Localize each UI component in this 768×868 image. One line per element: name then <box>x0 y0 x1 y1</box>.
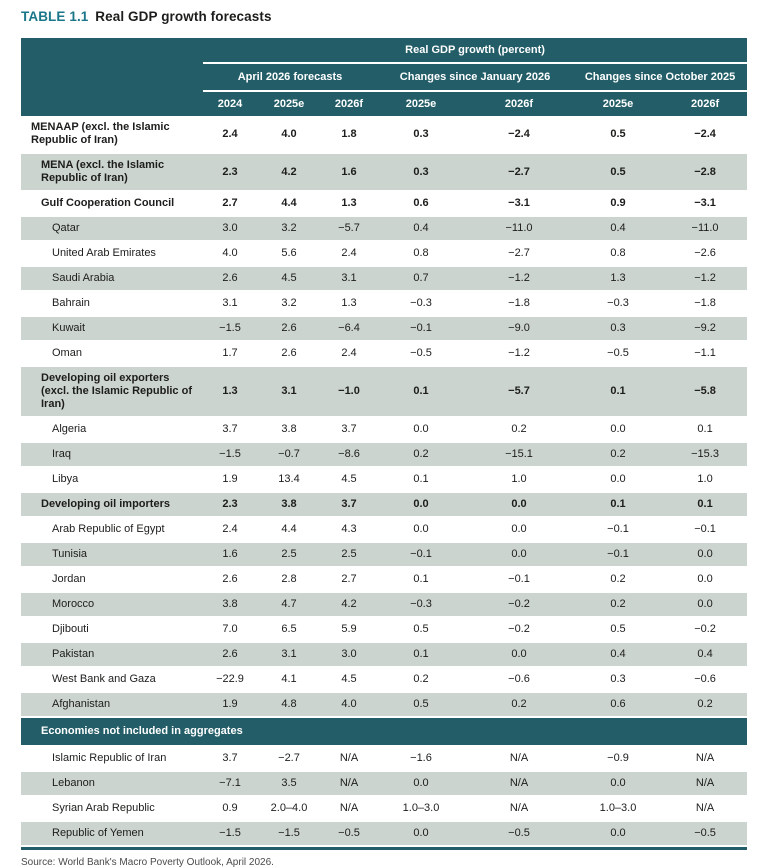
section-row <box>21 718 747 747</box>
cell-value: 4.7 <box>257 593 321 618</box>
cell-value: −1.2 <box>465 342 573 367</box>
cell-value: 0.3 <box>573 668 663 693</box>
spanner-header: Real GDP growth (percent) <box>203 38 747 64</box>
cell-value: 2.6 <box>203 568 257 593</box>
cell-value: 0.1 <box>377 468 465 493</box>
cell-value: 0.0 <box>465 643 573 668</box>
cell-value: −0.5 <box>377 342 465 367</box>
cell-value: −1.8 <box>663 292 747 317</box>
row-label: Gulf Cooperation Council <box>21 192 203 217</box>
cell-value: −0.1 <box>377 543 465 568</box>
cell-value: 3.2 <box>257 292 321 317</box>
cell-value: −1.5 <box>257 822 321 847</box>
cell-value: −7.1 <box>203 772 257 797</box>
row-label: Qatar <box>21 217 203 242</box>
cell-value: N/A <box>465 772 573 797</box>
cell-value: 0.4 <box>573 643 663 668</box>
cell-value: 0.1 <box>663 493 747 518</box>
cell-value: 0.0 <box>377 822 465 847</box>
cell-value: 0.2 <box>377 668 465 693</box>
row-label: Morocco <box>21 593 203 618</box>
row-label: Oman <box>21 342 203 367</box>
cell-value: 0.3 <box>573 317 663 342</box>
cell-value: 3.1 <box>257 367 321 418</box>
cell-value: 0.6 <box>377 192 465 217</box>
row-label: Jordan <box>21 568 203 593</box>
cell-value: 4.0 <box>257 116 321 154</box>
cell-value: 0.0 <box>377 518 465 543</box>
cell-value: −0.3 <box>573 292 663 317</box>
cell-value: −9.0 <box>465 317 573 342</box>
cell-value: 4.2 <box>257 154 321 192</box>
cell-value: 0.0 <box>465 518 573 543</box>
cell-value: 3.7 <box>203 418 257 443</box>
row-label: Iraq <box>21 443 203 468</box>
cell-value: −0.5 <box>465 822 573 847</box>
row-label: West Bank and Gaza <box>21 668 203 693</box>
cell-value: 3.8 <box>257 418 321 443</box>
cell-value: −0.3 <box>377 593 465 618</box>
table-row <box>21 267 747 292</box>
cell-value: −0.1 <box>377 317 465 342</box>
cell-value: N/A <box>663 797 747 822</box>
cell-value: 3.0 <box>203 217 257 242</box>
cell-value: 3.8 <box>257 493 321 518</box>
table-row <box>21 116 747 154</box>
cell-value: −1.0 <box>321 367 377 418</box>
row-label: Afghanistan <box>21 693 203 718</box>
cell-value: 0.4 <box>573 217 663 242</box>
cell-value: 0.0 <box>663 568 747 593</box>
cell-value: 3.7 <box>321 418 377 443</box>
group-changes-since-october-2025: Changes since October 2025 <box>573 64 747 92</box>
cell-value: 6.5 <box>257 618 321 643</box>
cell-value: 1.3 <box>573 267 663 292</box>
cell-value: −0.3 <box>377 292 465 317</box>
cell-value: 0.0 <box>663 593 747 618</box>
col-header-2025e-oct-change: 2025e <box>573 92 663 116</box>
table-row <box>21 747 747 772</box>
cell-value: −0.5 <box>321 822 377 847</box>
cell-value: 0.1 <box>573 367 663 418</box>
table-number: TABLE 1.1 <box>21 9 89 24</box>
row-label: Developing oil importers <box>21 493 203 518</box>
cell-value: −2.6 <box>663 242 747 267</box>
cell-value: 4.2 <box>321 593 377 618</box>
cell-value: −11.0 <box>663 217 747 242</box>
cell-value: 3.8 <box>203 593 257 618</box>
cell-value: 1.6 <box>203 543 257 568</box>
cell-value: −15.1 <box>465 443 573 468</box>
cell-value: 0.0 <box>465 543 573 568</box>
cell-value: 1.8 <box>321 116 377 154</box>
cell-value: 4.8 <box>257 693 321 718</box>
cell-value: −0.6 <box>663 668 747 693</box>
cell-value: 2.3 <box>203 493 257 518</box>
row-label: Kuwait <box>21 317 203 342</box>
cell-value: −0.2 <box>663 618 747 643</box>
table-header <box>21 38 747 116</box>
col-header-2025e-forecast: 2025e <box>257 92 321 116</box>
table-row <box>21 693 747 718</box>
cell-value: 4.0 <box>321 693 377 718</box>
table-row <box>21 822 747 847</box>
cell-value: −0.6 <box>465 668 573 693</box>
table-row <box>21 418 747 443</box>
cell-value: N/A <box>321 747 377 772</box>
table-row <box>21 797 747 822</box>
table-row <box>21 468 747 493</box>
cell-value: 0.5 <box>377 693 465 718</box>
group-changes-since-january-2026: Changes since January 2026 <box>377 64 573 92</box>
table-row <box>21 192 747 217</box>
cell-value: 0.1 <box>663 418 747 443</box>
cell-value: 1.0 <box>663 468 747 493</box>
cell-value: 0.5 <box>573 618 663 643</box>
section-label: Economies not included in aggregates <box>21 718 747 747</box>
col-header-2026f-forecast: 2026f <box>321 92 377 116</box>
col-header-2024: 2024 <box>203 92 257 116</box>
cell-value: −3.1 <box>465 192 573 217</box>
cell-value: 3.1 <box>321 267 377 292</box>
cell-value: 2.6 <box>203 643 257 668</box>
cell-value: 4.5 <box>321 668 377 693</box>
row-label: Republic of Yemen <box>21 822 203 847</box>
cell-value: 1.3 <box>321 292 377 317</box>
cell-value: 3.1 <box>257 643 321 668</box>
cell-value: −0.1 <box>663 518 747 543</box>
cell-value: 4.4 <box>257 192 321 217</box>
cell-value: 4.5 <box>257 267 321 292</box>
cell-value: 1.0–3.0 <box>377 797 465 822</box>
cell-value: 13.4 <box>257 468 321 493</box>
cell-value: 1.3 <box>321 192 377 217</box>
cell-value: 0.2 <box>465 418 573 443</box>
cell-value: 3.7 <box>321 493 377 518</box>
table-row <box>21 518 747 543</box>
cell-value: −0.1 <box>573 543 663 568</box>
cell-value: 0.9 <box>573 192 663 217</box>
cell-value: −0.1 <box>465 568 573 593</box>
cell-value: 0.1 <box>377 643 465 668</box>
cell-value: 2.7 <box>203 192 257 217</box>
cell-value: −0.2 <box>465 618 573 643</box>
cell-value: 0.3 <box>377 116 465 154</box>
row-label: Lebanon <box>21 772 203 797</box>
table-row <box>21 217 747 242</box>
row-label: MENAAP (excl. the Islamic Republic of Iran) <box>21 116 203 154</box>
cell-value: 2.8 <box>257 568 321 593</box>
cell-value: −1.2 <box>465 267 573 292</box>
cell-value: 0.8 <box>573 242 663 267</box>
row-label: United Arab Emirates <box>21 242 203 267</box>
cell-value: −8.6 <box>321 443 377 468</box>
row-label: Developing oil exporters (excl. the Islamic Republic of Iran) <box>21 367 203 418</box>
cell-value: 2.7 <box>321 568 377 593</box>
row-label: Djibouti <box>21 618 203 643</box>
table-row <box>21 317 747 342</box>
cell-value: −0.7 <box>257 443 321 468</box>
cell-value: −0.1 <box>573 518 663 543</box>
cell-value: 3.0 <box>321 643 377 668</box>
cell-value: 1.9 <box>203 468 257 493</box>
cell-value: −0.5 <box>573 342 663 367</box>
cell-value: 0.8 <box>377 242 465 267</box>
cell-value: 1.6 <box>321 154 377 192</box>
cell-value: 1.7 <box>203 342 257 367</box>
cell-value: 0.2 <box>573 593 663 618</box>
cell-value: 0.2 <box>663 693 747 718</box>
gdp-forecast-table <box>21 38 747 847</box>
cell-value: −1.5 <box>203 822 257 847</box>
cell-value: 2.4 <box>203 116 257 154</box>
cell-value: 0.2 <box>465 693 573 718</box>
table-row <box>21 772 747 797</box>
cell-value: 0.2 <box>573 568 663 593</box>
cell-value: −5.7 <box>465 367 573 418</box>
cell-value: −2.4 <box>663 116 747 154</box>
header-corner-cell <box>21 38 203 116</box>
cell-value: −1.6 <box>377 747 465 772</box>
cell-value: −5.7 <box>321 217 377 242</box>
cell-value: −22.9 <box>203 668 257 693</box>
row-label: Syrian Arab Republic <box>21 797 203 822</box>
cell-value: −0.2 <box>465 593 573 618</box>
cell-value: 1.9 <box>203 693 257 718</box>
cell-value: 0.4 <box>377 217 465 242</box>
cell-value: 0.0 <box>573 822 663 847</box>
cell-value: 0.9 <box>203 797 257 822</box>
cell-value: 0.0 <box>573 418 663 443</box>
cell-value: −1.2 <box>663 267 747 292</box>
cell-value: 1.0 <box>465 468 573 493</box>
row-label: Saudi Arabia <box>21 267 203 292</box>
cell-value: 2.5 <box>321 543 377 568</box>
cell-value: 0.2 <box>573 443 663 468</box>
cell-value: 1.0–3.0 <box>573 797 663 822</box>
cell-value: 2.0–4.0 <box>257 797 321 822</box>
cell-value: 0.6 <box>573 693 663 718</box>
cell-value: 0.4 <box>663 643 747 668</box>
table-row <box>21 154 747 192</box>
gdp-table-container <box>21 38 747 850</box>
table-title <box>0 0 768 24</box>
cell-value: −0.9 <box>573 747 663 772</box>
cell-value: 0.0 <box>377 772 465 797</box>
table-row <box>21 643 747 668</box>
cell-value: 4.0 <box>203 242 257 267</box>
table-row <box>21 593 747 618</box>
cell-value: −2.7 <box>465 242 573 267</box>
cell-value: 5.9 <box>321 618 377 643</box>
cell-value: N/A <box>465 747 573 772</box>
col-header-2026f-oct-change: 2026f <box>663 92 747 116</box>
cell-value: 2.6 <box>257 317 321 342</box>
cell-value: 2.3 <box>203 154 257 192</box>
cell-value: −11.0 <box>465 217 573 242</box>
cell-value: −5.8 <box>663 367 747 418</box>
cell-value: 4.1 <box>257 668 321 693</box>
cell-value: 2.4 <box>321 242 377 267</box>
cell-value: −2.4 <box>465 116 573 154</box>
table-row <box>21 493 747 518</box>
cell-value: −1.1 <box>663 342 747 367</box>
col-header-2026f-jan-change: 2026f <box>465 92 573 116</box>
table-row <box>21 242 747 267</box>
cell-value: −0.5 <box>663 822 747 847</box>
cell-value: −15.3 <box>663 443 747 468</box>
cell-value: 0.0 <box>377 418 465 443</box>
cell-value: 0.5 <box>377 618 465 643</box>
cell-value: N/A <box>663 772 747 797</box>
cell-value: 4.5 <box>321 468 377 493</box>
cell-value: −2.7 <box>465 154 573 192</box>
cell-value: 2.6 <box>203 267 257 292</box>
cell-value: −6.4 <box>321 317 377 342</box>
row-label: Tunisia <box>21 543 203 568</box>
cell-value: N/A <box>663 747 747 772</box>
cell-value: 0.1 <box>377 367 465 418</box>
cell-value: −1.5 <box>203 317 257 342</box>
cell-value: 7.0 <box>203 618 257 643</box>
cell-value: 3.5 <box>257 772 321 797</box>
cell-value: 0.0 <box>663 543 747 568</box>
col-header-2025e-jan-change: 2025e <box>377 92 465 116</box>
cell-value: 0.5 <box>573 116 663 154</box>
cell-value: 3.7 <box>203 747 257 772</box>
cell-value: 5.6 <box>257 242 321 267</box>
cell-value: 0.0 <box>377 493 465 518</box>
table-row <box>21 367 747 418</box>
cell-value: −1.5 <box>203 443 257 468</box>
cell-value: 0.0 <box>465 493 573 518</box>
cell-value: −2.7 <box>257 747 321 772</box>
cell-value: 3.1 <box>203 292 257 317</box>
cell-value: N/A <box>321 772 377 797</box>
table-row <box>21 543 747 568</box>
cell-value: N/A <box>321 797 377 822</box>
cell-value: 0.0 <box>573 468 663 493</box>
cell-value: N/A <box>465 797 573 822</box>
table-caption: Real GDP growth forecasts <box>95 9 272 24</box>
cell-value: 0.3 <box>377 154 465 192</box>
table-row <box>21 443 747 468</box>
cell-value: 2.4 <box>203 518 257 543</box>
row-label: Libya <box>21 468 203 493</box>
cell-value: 0.7 <box>377 267 465 292</box>
cell-value: 0.1 <box>573 493 663 518</box>
row-label: Pakistan <box>21 643 203 668</box>
table-row <box>21 668 747 693</box>
cell-value: 2.4 <box>321 342 377 367</box>
row-label: Algeria <box>21 418 203 443</box>
cell-value: 4.4 <box>257 518 321 543</box>
cell-value: 0.2 <box>377 443 465 468</box>
cell-value: 2.5 <box>257 543 321 568</box>
cell-value: −9.2 <box>663 317 747 342</box>
row-label: Islamic Republic of Iran <box>21 747 203 772</box>
group-april-2026-forecasts: April 2026 forecasts <box>203 64 377 92</box>
cell-value: 3.2 <box>257 217 321 242</box>
spanner-row <box>21 38 747 64</box>
cell-value: −3.1 <box>663 192 747 217</box>
table-row <box>21 292 747 317</box>
table-row <box>21 618 747 643</box>
row-label: Arab Republic of Egypt <box>21 518 203 543</box>
cell-value: 1.3 <box>203 367 257 418</box>
cell-value: −2.8 <box>663 154 747 192</box>
row-label: MENA (excl. the Islamic Republic of Iran) <box>21 154 203 192</box>
table-row <box>21 342 747 367</box>
cell-value: 0.0 <box>573 772 663 797</box>
source-note: Source: World Bank's Macro Poverty Outlook, April 2026. <box>21 857 274 868</box>
cell-value: 2.6 <box>257 342 321 367</box>
row-label: Bahrain <box>21 292 203 317</box>
table-body <box>21 116 747 847</box>
table-row <box>21 568 747 593</box>
cell-value: 0.1 <box>377 568 465 593</box>
cell-value: 0.5 <box>573 154 663 192</box>
cell-value: 4.3 <box>321 518 377 543</box>
cell-value: −1.8 <box>465 292 573 317</box>
